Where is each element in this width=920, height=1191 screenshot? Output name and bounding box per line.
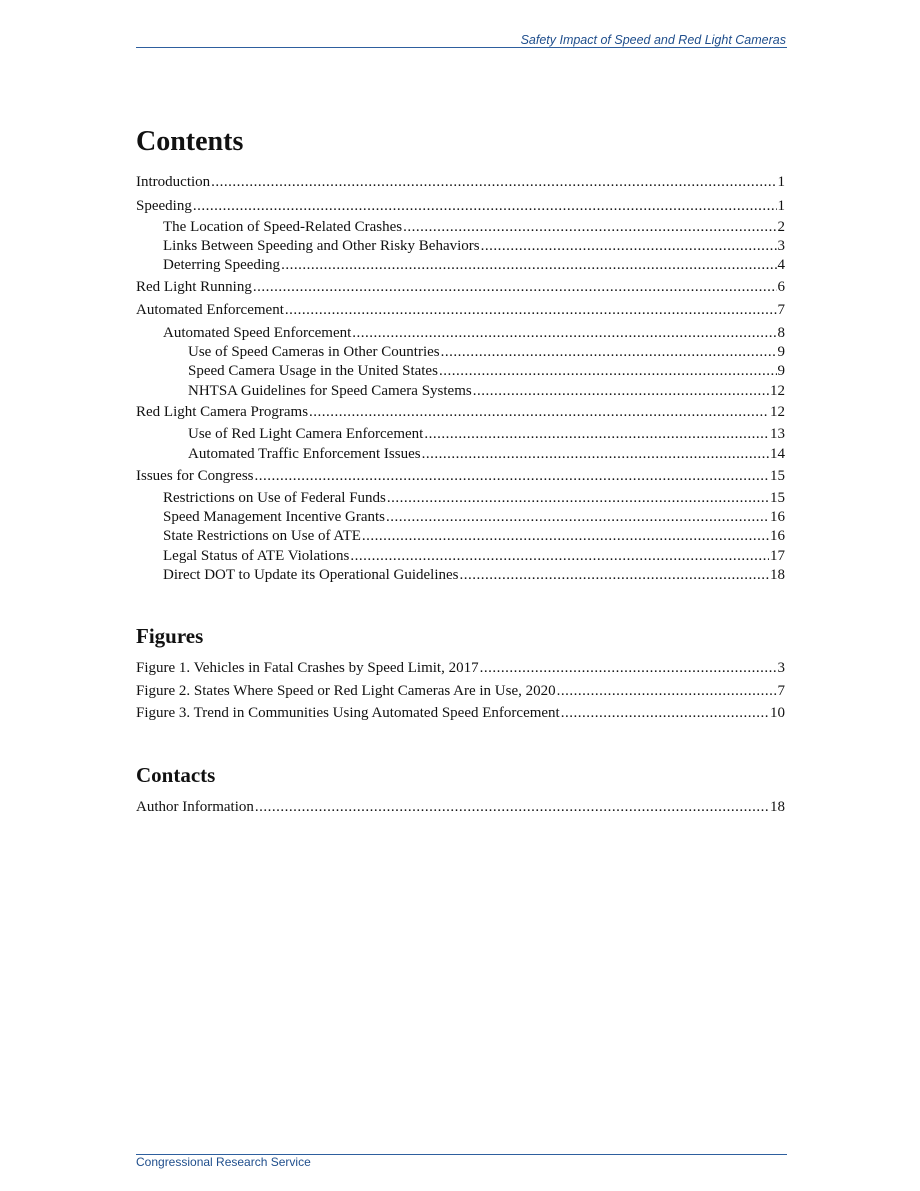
header-rule bbox=[136, 47, 787, 48]
toc-entry-page: 4 bbox=[777, 257, 785, 273]
dot-leader bbox=[481, 238, 777, 255]
toc-entry-title: State Restrictions on Use of ATE bbox=[163, 528, 361, 544]
toc-entry[interactable] bbox=[136, 548, 785, 567]
figure-entry[interactable] bbox=[136, 705, 785, 724]
toc-entry-title: Red Light Camera Programs bbox=[136, 404, 309, 420]
toc-entry[interactable] bbox=[136, 446, 785, 465]
toc-entry-page: 1 bbox=[777, 198, 785, 214]
dot-leader bbox=[459, 567, 769, 584]
dot-leader bbox=[403, 219, 776, 236]
toc-entry[interactable] bbox=[136, 279, 785, 298]
footer-publisher: Congressional Research Service bbox=[136, 1155, 311, 1169]
toc-entry-title: Links Between Speeding and Other Risky Behaviors bbox=[163, 238, 480, 254]
dot-leader bbox=[255, 468, 770, 485]
toc-entry-title: The Location of Speed-Related Crashes bbox=[163, 219, 403, 235]
toc-entry[interactable] bbox=[136, 404, 785, 423]
dot-leader bbox=[285, 302, 777, 319]
toc-entry[interactable] bbox=[136, 426, 785, 445]
dot-leader bbox=[255, 799, 769, 816]
dot-leader bbox=[387, 490, 769, 507]
toc-entry-page: 15 bbox=[770, 468, 785, 484]
toc-entry-page: 12 bbox=[770, 404, 785, 420]
toc-entry-page: 3 bbox=[777, 238, 785, 254]
dot-leader bbox=[386, 509, 769, 526]
toc-entry-title: Use of Speed Cameras in Other Countries bbox=[188, 344, 440, 360]
toc-entry[interactable] bbox=[136, 468, 785, 487]
toc-entry-title: Issues for Congress bbox=[136, 468, 254, 484]
toc-entry[interactable] bbox=[136, 219, 785, 238]
toc-entry[interactable] bbox=[136, 509, 785, 528]
toc-entry-page: 8 bbox=[777, 325, 785, 341]
toc-entry-title: Deterring Speeding bbox=[163, 257, 281, 273]
toc-entry-page: 16 bbox=[770, 509, 785, 525]
toc-entry-title: Restrictions on Use of Federal Funds bbox=[163, 490, 386, 506]
toc-entry[interactable] bbox=[136, 238, 785, 257]
dot-leader bbox=[362, 528, 769, 545]
toc-entry-page: 15 bbox=[770, 490, 785, 506]
contents-heading: Contents bbox=[136, 126, 244, 157]
toc-entry-page: 14 bbox=[770, 446, 785, 462]
figure-entry-page: 3 bbox=[777, 660, 785, 676]
figure-entry-title: Figure 1. Vehicles in Fatal Crashes by Speed Limit, 2017 bbox=[136, 660, 479, 676]
toc-entry-page: 9 bbox=[777, 363, 785, 379]
toc-entry-title: Speed Camera Usage in the United States bbox=[188, 363, 438, 379]
toc-entry[interactable] bbox=[136, 198, 785, 217]
toc-entry-page: 2 bbox=[777, 219, 785, 235]
toc-entry-page: 18 bbox=[770, 567, 785, 583]
dot-leader bbox=[424, 426, 769, 443]
toc-entry[interactable] bbox=[136, 325, 785, 344]
toc-entry-title: NHTSA Guidelines for Speed Camera Systems bbox=[188, 383, 472, 399]
toc-entry-title: Legal Status of ATE Violations bbox=[163, 548, 350, 564]
toc-entry-page: 1 bbox=[777, 174, 785, 190]
dot-leader bbox=[281, 257, 776, 274]
toc-entry-title: Automated Enforcement bbox=[136, 302, 284, 318]
toc-entry[interactable] bbox=[136, 174, 785, 193]
toc-entry[interactable] bbox=[136, 528, 785, 547]
dot-leader bbox=[352, 325, 776, 342]
toc-entry-page: 9 bbox=[777, 344, 785, 360]
figures-heading: Figures bbox=[136, 624, 204, 648]
toc-entry-page: 13 bbox=[770, 426, 785, 442]
toc-entry[interactable] bbox=[136, 383, 785, 402]
figure-entry[interactable] bbox=[136, 660, 785, 679]
toc-entry-title: Red Light Running bbox=[136, 279, 252, 295]
dot-leader bbox=[211, 174, 776, 191]
toc-entry-page: 16 bbox=[770, 528, 785, 544]
figure-entry[interactable] bbox=[136, 683, 785, 702]
figure-entry-title: Figure 3. Trend in Communities Using Automated Speed Enforcement bbox=[136, 705, 560, 721]
dot-leader bbox=[557, 683, 777, 700]
contacts-heading: Contacts bbox=[136, 763, 216, 787]
running-header: Safety Impact of Speed and Red Light Cameras bbox=[520, 33, 786, 47]
toc-entry-page: 17 bbox=[770, 548, 785, 564]
figure-entry-page: 10 bbox=[770, 705, 785, 721]
toc-entry-title: Introduction bbox=[136, 174, 211, 190]
toc-entry[interactable] bbox=[136, 344, 785, 363]
dot-leader bbox=[350, 548, 769, 565]
toc-entry[interactable] bbox=[136, 490, 785, 509]
toc-entry-title: Speeding bbox=[136, 198, 192, 214]
dot-leader bbox=[193, 198, 777, 215]
dot-leader bbox=[480, 660, 777, 677]
toc-entry-page: 6 bbox=[777, 279, 785, 295]
toc-entry[interactable] bbox=[136, 363, 785, 382]
contact-entry-page: 18 bbox=[770, 799, 785, 815]
dot-leader bbox=[422, 446, 769, 463]
toc-entry[interactable] bbox=[136, 567, 785, 586]
toc-entry-title: Use of Red Light Camera Enforcement bbox=[188, 426, 424, 442]
figure-entry-page: 7 bbox=[777, 683, 785, 699]
toc-entry-title: Automated Speed Enforcement bbox=[163, 325, 352, 341]
toc-entry[interactable] bbox=[136, 257, 785, 276]
contact-entry[interactable] bbox=[136, 799, 785, 818]
dot-leader bbox=[473, 383, 769, 400]
dot-leader bbox=[253, 279, 777, 296]
dot-leader bbox=[441, 344, 777, 361]
dot-leader bbox=[309, 404, 769, 421]
toc-entry-page: 7 bbox=[777, 302, 785, 318]
toc-entry-page: 12 bbox=[770, 383, 785, 399]
dot-leader bbox=[439, 363, 777, 380]
toc-entry-title: Direct DOT to Update its Operational Guidelines bbox=[163, 567, 459, 583]
figure-entry-title: Figure 2. States Where Speed or Red Light Cameras Are in Use, 2020 bbox=[136, 683, 556, 699]
dot-leader bbox=[561, 705, 769, 722]
toc-entry-title: Speed Management Incentive Grants bbox=[163, 509, 386, 525]
contact-entry-title: Author Information bbox=[136, 799, 254, 815]
toc-entry-title: Automated Traffic Enforcement Issues bbox=[188, 446, 421, 462]
toc-entry[interactable] bbox=[136, 302, 785, 321]
